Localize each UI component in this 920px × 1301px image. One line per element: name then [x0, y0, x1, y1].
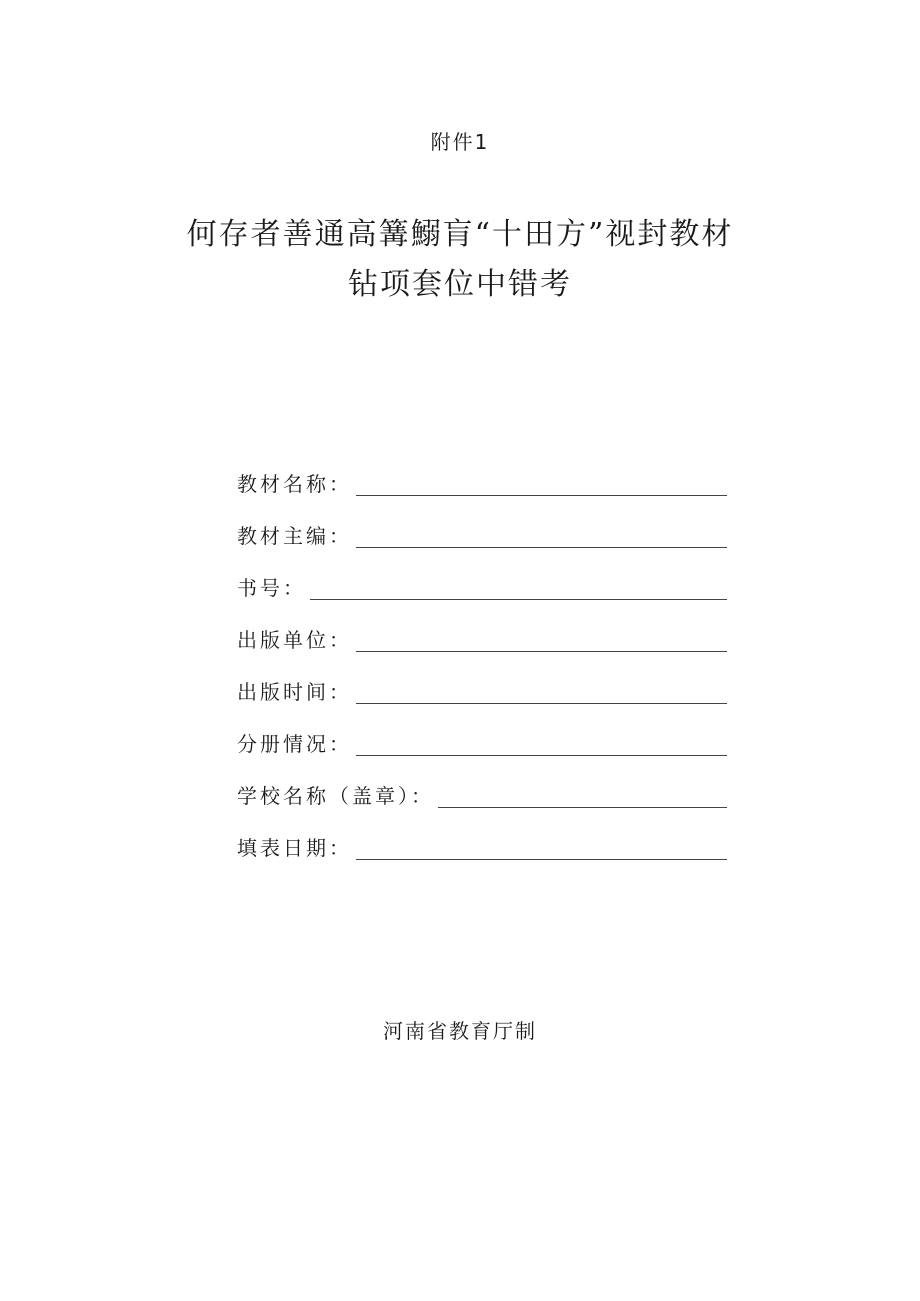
field-fill-date	[237, 816, 727, 868]
fill-line[interactable]	[356, 546, 727, 548]
field-label: 出版单位：	[237, 628, 352, 652]
document-title	[0, 210, 920, 310]
fill-line[interactable]	[356, 650, 727, 652]
title-line-2: 钻项套位中错考	[348, 267, 572, 302]
field-chief-editor	[237, 504, 727, 556]
fill-line[interactable]	[356, 858, 727, 860]
field-label: 填表日期：	[237, 836, 352, 860]
field-label: 教材主编：	[237, 524, 352, 548]
field-textbook-name	[237, 452, 727, 504]
title-line-1: 何存者善通高篝鰯肓“十田方”视封教材	[186, 217, 734, 252]
fill-line[interactable]	[310, 598, 727, 600]
field-volumes	[237, 712, 727, 764]
fill-line[interactable]	[356, 754, 727, 756]
form-fields	[237, 452, 727, 868]
field-school-name	[237, 764, 727, 816]
field-label: 书号：	[237, 576, 306, 600]
field-label: 学校名称（盖章）：	[237, 784, 434, 808]
field-book-number	[237, 556, 727, 608]
field-publisher	[237, 608, 727, 660]
fill-line[interactable]	[356, 702, 727, 704]
field-label: 教材名称：	[237, 472, 352, 496]
field-publish-date	[237, 660, 727, 712]
issuer-label: 河南省教育厅制	[383, 1019, 537, 1043]
attachment-label: 附件1	[430, 130, 490, 154]
field-label: 出版时间：	[237, 680, 352, 704]
fill-line[interactable]	[438, 806, 727, 808]
fill-line[interactable]	[356, 494, 727, 496]
field-label: 分册情况：	[237, 732, 352, 756]
